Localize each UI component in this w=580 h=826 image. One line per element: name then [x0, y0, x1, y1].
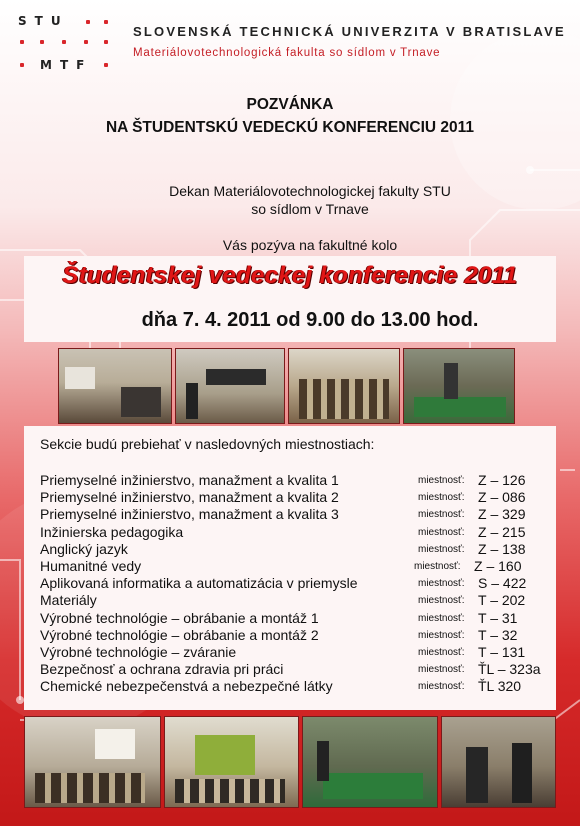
list-item — [40, 472, 560, 489]
room-label: miestnosť: — [418, 681, 465, 693]
room-label: miestnosť: — [418, 509, 465, 521]
list-item — [40, 627, 560, 644]
conference-photo — [403, 348, 515, 424]
conference-photo — [441, 716, 556, 808]
room-number: Z – 126 — [478, 472, 526, 488]
room-label: miestnosť: — [418, 526, 465, 538]
conference-photo — [288, 348, 400, 424]
photo-strip-top — [58, 348, 530, 424]
conference-photo — [175, 348, 285, 424]
room-label: miestnosť: — [418, 543, 465, 555]
room-number: Z – 138 — [478, 540, 526, 557]
list-item — [40, 489, 560, 506]
conference-title: Študentskej vedeckej konferencie 2011 — [62, 262, 518, 289]
room-number: Z – 160 — [474, 557, 522, 574]
section-name: Bezpečnosť a ochrana zdravia pri práci — [40, 661, 284, 678]
section-name: Chemické nebezpečenstvá a nebezpečné látky — [40, 678, 333, 695]
conference-date: dňa 7. 4. 2011 od 9.00 do 13.00 hod. — [141, 309, 479, 331]
sections-list — [40, 472, 560, 695]
section-name: Výrobné technológie – zváranie — [40, 643, 237, 660]
stu-mtf-logo — [18, 14, 114, 76]
section-name: Výrobné technológie – obrábanie a montáž 1 — [40, 609, 319, 626]
invitation-subheading: NA ŠTUDENTSKÚ VEDECKÚ KONFERENCIU 2011 — [105, 119, 475, 136]
conference-photo — [164, 716, 299, 808]
room-number: Z – 086 — [478, 489, 526, 506]
room-number: T – 131 — [478, 643, 526, 660]
conference-photo — [58, 348, 172, 424]
room-label: miestnosť: — [418, 646, 465, 658]
room-label: miestnosť: — [414, 560, 461, 572]
room-number: Z – 329 — [478, 506, 526, 523]
list-item — [40, 592, 560, 609]
section-name: Priemyselné inžinierstvo, manažment a kvalita 2 — [40, 489, 339, 506]
invitation-heading: POZVÁNKA — [246, 96, 334, 113]
section-name: Aplikovaná informatika a automatizácia v priemysle — [40, 575, 358, 592]
logo-stu-letters: STU — [18, 14, 69, 28]
dean-line-2: so sídlom v Trnave — [251, 201, 369, 217]
section-name: Priemyselné inžinierstvo, manažment a kvalita 1 — [40, 472, 339, 488]
room-label: miestnosť: — [418, 492, 465, 504]
room-label: miestnosť: — [418, 475, 465, 486]
room-number: ŤL 320 — [478, 678, 522, 695]
conference-photo — [302, 716, 437, 808]
sections-intro: Sekcie budú prebiehať v nasledovných miestnostiach: — [40, 436, 375, 452]
list-item — [40, 661, 560, 678]
section-name: Výrobné technológie – obrábanie a montáž 2 — [40, 626, 319, 643]
room-label: miestnosť: — [418, 578, 465, 590]
room-label: miestnosť: — [418, 629, 465, 641]
list-item — [40, 541, 560, 558]
room-number: ŤL – 323a — [478, 661, 541, 678]
section-name: Humanitné vedy — [40, 557, 142, 574]
list-item — [40, 575, 560, 592]
section-name: Inžinierska pedagogika — [40, 523, 184, 540]
room-number: S – 422 — [478, 575, 527, 592]
university-name: SLOVENSKÁ TECHNICKÁ UNIVERZITA V BRATISLAVE — [133, 24, 566, 39]
list-item — [40, 610, 560, 627]
room-number: T – 202 — [478, 592, 526, 609]
room-number: T – 32 — [478, 626, 518, 643]
room-number: T – 31 — [478, 609, 518, 626]
room-label: miestnosť: — [418, 612, 465, 624]
logo-mtf-letters: MTF — [40, 58, 93, 72]
section-name: Materiály — [40, 592, 97, 609]
faculty-name: Materiálovotechnologická fakulta so sídlom v Trnave — [133, 47, 441, 59]
invite-line: Vás pozýva na fakultné kolo — [222, 237, 398, 253]
section-name: Anglický jazyk — [40, 540, 128, 557]
room-number: Z – 215 — [478, 523, 526, 540]
list-item — [40, 678, 560, 695]
list-item — [40, 644, 560, 661]
photo-strip-bottom — [24, 716, 556, 808]
room-label: miestnosť: — [418, 595, 465, 607]
list-item — [40, 524, 560, 541]
section-name: Priemyselné inžinierstvo, manažment a kvalita 3 — [40, 506, 339, 523]
list-item — [40, 506, 560, 523]
room-label: miestnosť: — [418, 664, 465, 676]
list-item — [40, 558, 560, 575]
dean-line-1: Dekan Materiálovotechnologickej fakulty STU — [169, 183, 451, 199]
conference-photo — [24, 716, 161, 808]
